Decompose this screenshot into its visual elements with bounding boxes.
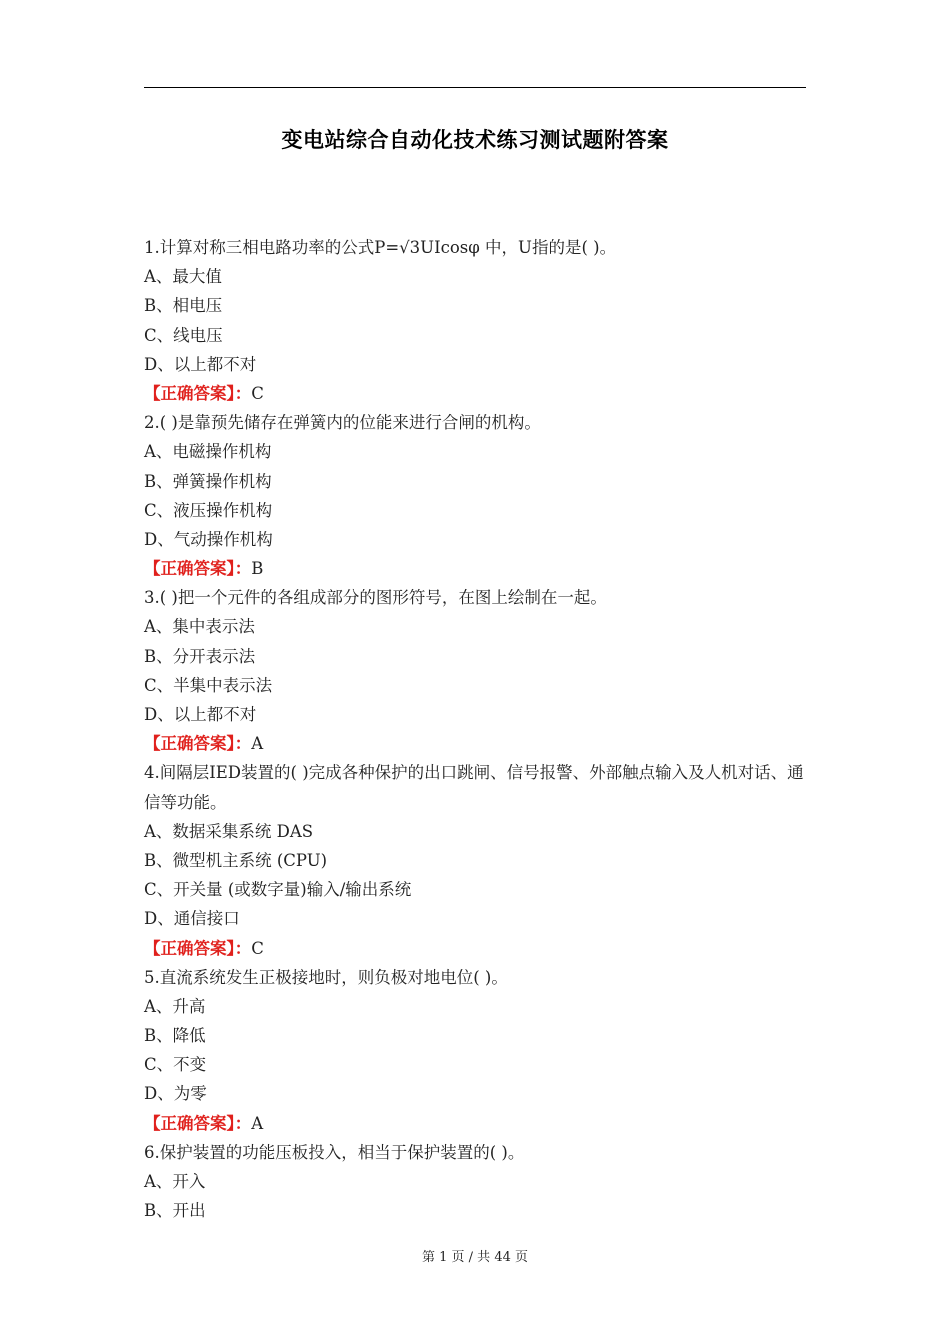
option-c: C、不变 [144,1055,207,1075]
option-a: A、集中表示法 [144,617,255,637]
option-d: D、以上都不对 [144,354,257,374]
option-a: A、开入 [144,1172,206,1192]
answer-label: 【正确答案】： [144,734,252,754]
question-stem: 4.间隔层IED装置的( )完成各种保护的出口跳闸、信号报警、外部触点输入及人机对话、通信等功能。 [144,763,804,812]
option-c: C、液压操作机构 [144,500,273,520]
option-c: C、半集中表示法 [144,675,273,695]
answer-value: C [251,938,264,958]
answer-value: B [251,559,264,579]
question-stem: 6.保护装置的功能压板投入，相当于保护装置的( )。 [144,1142,525,1162]
question-5 [144,963,808,1138]
answer-value: A [251,734,264,754]
question-stem: 2.( )是靠预先储存在弹簧内的位能来进行合闸的机构。 [144,413,541,433]
option-d: D、气动操作机构 [144,529,273,549]
option-d: D、通信接口 [144,909,240,929]
option-b: B、降低 [144,1026,206,1046]
page-footer: 第 1 页 / 共 44 页 [422,1250,528,1265]
header-rule [144,87,806,88]
option-d: D、以上都不对 [144,705,257,724]
answer-value: C [251,383,264,403]
question-stem: 1.计算对称三相电路功率的公式P=√3UIcosφ 中，U指的是( )。 [144,238,617,257]
question-3 [144,583,808,758]
question-6 [144,1138,808,1226]
answer-line [144,1109,808,1138]
question-4 [144,758,808,962]
option-a: A、升高 [144,996,206,1016]
answer-line [144,379,808,408]
document-title: 变电站综合自动化技术练习测试题附答案 [281,128,669,152]
answer-label: 【正确答案】： [144,1113,252,1133]
option-b: B、分开表示法 [144,646,256,666]
question-stem: 5.直流系统发生正极接地时，则负极对地电位( )。 [144,967,508,987]
answer-label: 【正确答案】： [144,938,252,958]
option-a: A、最大值 [144,267,222,287]
option-c: C、线电压 [144,325,223,345]
answer-value: A [251,1113,264,1133]
question-2 [144,408,808,583]
option-a: A、电磁操作机构 [144,442,272,462]
answer-line [144,554,808,583]
question-1 [144,233,808,408]
question-stem: 3.( )把一个元件的各组成部分的图形符号，在图上绘制在一起。 [144,588,607,608]
option-b: B、相电压 [144,296,223,316]
option-b: B、微型机主系统 (CPU) [144,850,328,870]
option-a: A、数据采集系统 DAS [144,821,314,841]
answer-label: 【正确答案】： [144,383,252,403]
option-b: B、开出 [144,1201,206,1221]
answer-line [144,729,808,758]
answer-line [144,934,808,963]
option-c: C、开关量 (或数字量)输入/输出系统 [144,880,412,900]
question-list [144,233,808,1225]
option-d: D、为零 [144,1084,207,1104]
answer-label: 【正确答案】： [144,559,252,579]
option-b: B、弹簧操作机构 [144,471,272,491]
